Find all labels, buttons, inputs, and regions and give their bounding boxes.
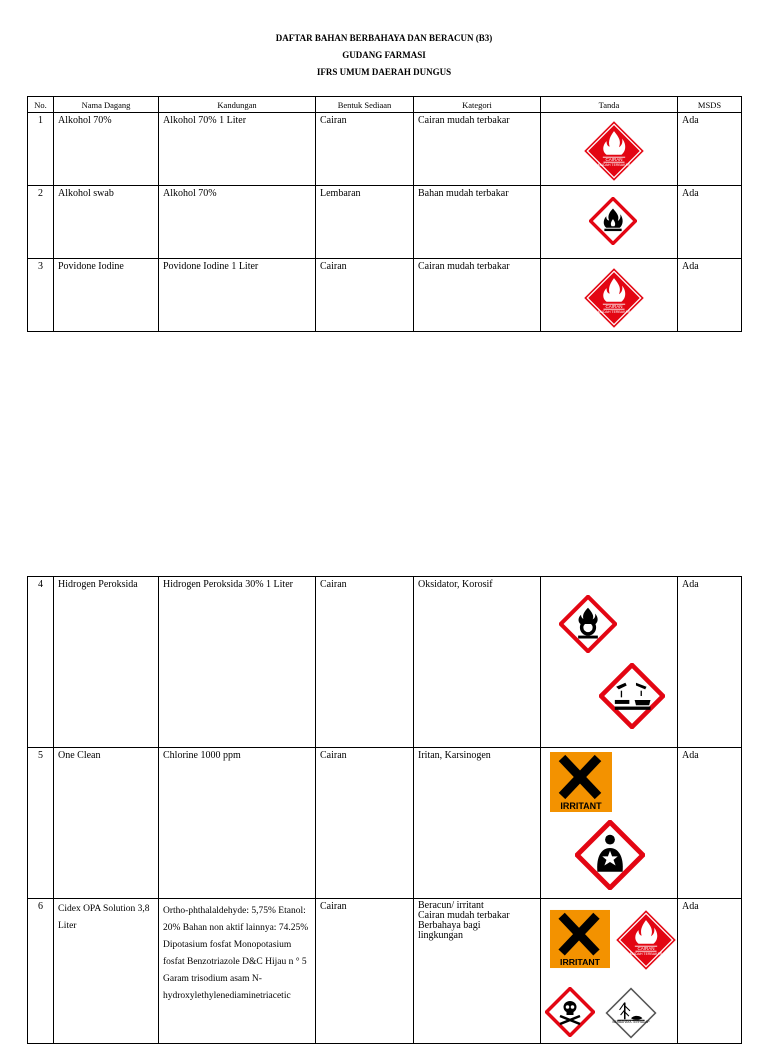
header-bentuk-sediaan: Bentuk Sediaan xyxy=(316,97,414,113)
table-row xyxy=(28,259,742,332)
table-row xyxy=(28,113,742,186)
ghs-health-hazard-icon xyxy=(575,820,645,890)
title-line-3: IFRS UMUM DAERAH DUNGUS xyxy=(316,67,452,77)
cell-tanda xyxy=(541,113,678,186)
header-msds: MSDS xyxy=(678,97,742,113)
cell-msds: Ada xyxy=(678,186,742,259)
cell-msds: Ada xyxy=(678,748,742,899)
cell-bentuk: Cairan xyxy=(316,577,414,748)
b3-table-part-1 xyxy=(27,96,742,332)
cell-kategori xyxy=(414,899,541,1044)
environment-hazard-icon xyxy=(605,987,657,1039)
cell-tanda xyxy=(541,186,678,259)
flammable-liquid-diamond-icon xyxy=(615,909,677,971)
cell-bentuk: Lembaran xyxy=(316,186,414,259)
header-kategori: Kategori xyxy=(414,97,541,113)
cell-bentuk: Cairan xyxy=(316,899,414,1044)
title-line-1: DAFTAR BAHAN BERBAHAYA DAN BERACUN (B3) xyxy=(275,33,493,43)
cell-kategori: Bahan mudah terbakar xyxy=(414,186,541,259)
cell-tanda xyxy=(541,577,678,748)
sign-text-lingkungan: BERBAHAYA TERHADAP xyxy=(612,1020,650,1024)
ghs-flame-icon xyxy=(589,197,637,245)
cell-nama-dagang: Povidone Iodine xyxy=(54,259,159,332)
document-header xyxy=(0,30,768,81)
table-row xyxy=(28,577,742,748)
cell-kandungan: Chlorine 1000 ppm xyxy=(159,748,316,899)
cell-tanda xyxy=(541,748,678,899)
table-row xyxy=(28,186,742,259)
cell-no: 6 xyxy=(28,899,54,1044)
flammable-liquid-diamond-icon xyxy=(583,120,645,182)
title-line-2: GUDANG FARMASI xyxy=(342,50,426,60)
ghs-corrosive-icon xyxy=(599,663,665,729)
flammable-liquid-diamond-icon xyxy=(583,267,645,329)
cell-msds: Ada xyxy=(678,577,742,748)
cell-msds: Ada xyxy=(678,113,742,186)
cell-tanda xyxy=(541,259,678,332)
table-header-row xyxy=(28,97,742,113)
cell-nama-dagang: Hidrogen Peroksida xyxy=(54,577,159,748)
sign-text-cairan: CAIRAN xyxy=(605,157,623,162)
cell-nama-dagang: Alkohol swab xyxy=(54,186,159,259)
cell-no: 4 xyxy=(28,577,54,748)
sign-text-mudah: MUDAH TERBAKAR xyxy=(629,952,663,956)
cell-nama-dagang: Cidex OPA Solution 3,8 Liter xyxy=(54,899,159,1044)
cell-no: 5 xyxy=(28,748,54,899)
cell-bentuk: Cairan xyxy=(316,113,414,186)
toxic-skull-icon xyxy=(545,987,595,1037)
header-kandungan: Kandungan xyxy=(159,97,316,113)
table-row xyxy=(28,899,742,1044)
cell-kategori: Iritan, Karsinogen xyxy=(414,748,541,899)
cell-kandungan: Ortho-phthalaldehyde: 5,75% Etanol: 20% Bahan non aktif lainnya: 74.25% Dipotasium fosfat Monopotasium fosfat Benzotriazole D&C Hijau n ° 5 Garam trisodium asam N-hydroxylethylenediaminetriacetic xyxy=(159,899,316,1044)
irritant-x-icon xyxy=(550,909,610,969)
cell-no: 3 xyxy=(28,259,54,332)
cell-kategori: Oksidator, Korosif xyxy=(414,577,541,748)
cell-msds: Ada xyxy=(678,259,742,332)
sign-text-cairan: CAIRAN xyxy=(605,304,623,309)
cell-kandungan: Alkohol 70% xyxy=(159,186,316,259)
cell-kandungan: Hidrogen Peroksida 30% 1 Liter xyxy=(159,577,316,748)
kategori-line: Berbahaya bagi xyxy=(418,920,481,931)
b3-table-part-2 xyxy=(27,576,742,1044)
kategori-line: Beracun/ irritant xyxy=(418,900,484,911)
cell-kategori: Cairan mudah terbakar xyxy=(414,259,541,332)
irritant-label: IRRITANT xyxy=(560,801,602,811)
sign-text-cairan: CAIRAN xyxy=(637,946,655,951)
ghs-oxidizer-icon xyxy=(559,595,617,653)
header-no: No. xyxy=(28,97,54,113)
sign-text-mudah: MUDAH TERBAKAR xyxy=(597,310,631,314)
cell-bentuk: Cairan xyxy=(316,748,414,899)
cell-no: 1 xyxy=(28,113,54,186)
cell-nama-dagang: Alkohol 70% xyxy=(54,113,159,186)
cell-kandungan: Povidone Iodine 1 Liter xyxy=(159,259,316,332)
sign-text-mudah: MUDAH TERBAKAR xyxy=(597,163,631,167)
cell-tanda xyxy=(541,899,678,1044)
kategori-line: lingkungan xyxy=(418,930,463,941)
cell-no: 2 xyxy=(28,186,54,259)
header-tanda: Tanda xyxy=(541,97,678,113)
kategori-line: Cairan mudah terbakar xyxy=(418,910,510,921)
table-row xyxy=(28,748,742,899)
cell-msds: Ada xyxy=(678,899,742,1044)
header-nama-dagang: Nama Dagang xyxy=(54,97,159,113)
cell-bentuk: Cairan xyxy=(316,259,414,332)
irritant-label: IRRITANT xyxy=(560,957,600,968)
cell-kandungan: Alkohol 70% 1 Liter xyxy=(159,113,316,186)
irritant-x-icon xyxy=(550,752,612,812)
cell-nama-dagang: One Clean xyxy=(54,748,159,899)
cell-kategori: Cairan mudah terbakar xyxy=(414,113,541,186)
